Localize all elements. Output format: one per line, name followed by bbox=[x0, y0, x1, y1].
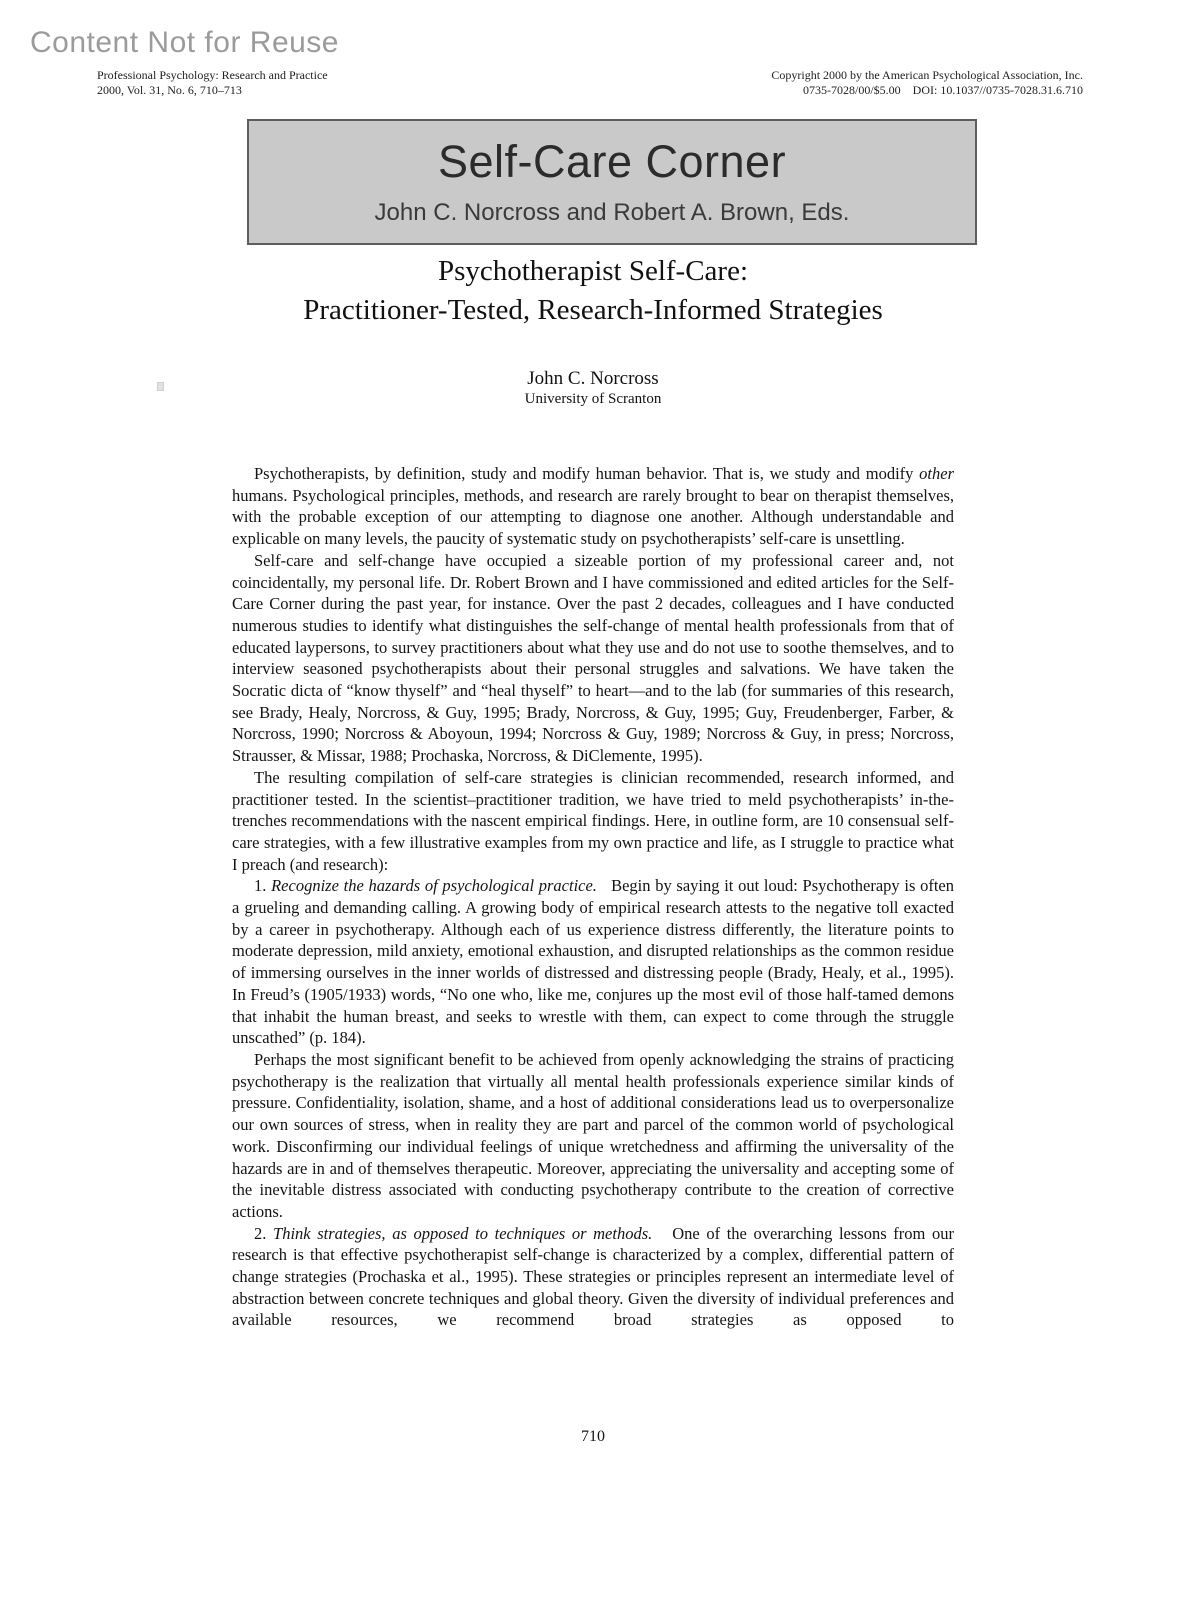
journal-citation-line1: Professional Psychology: Research and Practice bbox=[97, 68, 328, 82]
author-affiliation: University of Scranton bbox=[524, 391, 662, 407]
article-title-line2: Practitioner-Tested, Research-Informed Strategies bbox=[303, 294, 883, 326]
article-title bbox=[232, 252, 954, 330]
text-run: Self-care and self-change have occupied a sizeable portion of my professional career and, not coincidentally, my personal life. Dr. Robert Brown and I have commissioned and edited articles for the Self-Care Corner during the past year, for instance. Over the past 2 decades, colleagues and I have conducted numerous studies to identify what distinguishes the self-change of mental health professionals from that of educated laypersons, to survey practitioners about what they use and do not use to soothe themselves, and to interview seasoned psychotherapists about their personal struggles and salvations. We have taken the Socratic dicta of “know thyself” and “heal thyself” to heart—and to the lab (for summaries of this research, see Brady, Healy, Norcross, & Guy, 1995; Brady, Norcross, & Guy, 1995; Guy, Freudenberger, Farber, & Norcross, 1990; Norcross & Aboyoun, 1994; Norcross & Guy, 1989; Norcross & Guy, in press; Norcross, Strausser, & Missar, 1988; Prochaska, Norcross, & DiClemente, 1995). bbox=[232, 550, 954, 766]
text-run: humans. Psychological principles, methods, and research are rarely brought to bear on therapist themselves, with the probable exception of our attempting to diagnose one another. Although understandable and explicable on many levels, the paucity of systematic study on psychotherapists’ self-care is unsettling. bbox=[232, 485, 954, 549]
article-title-line1: Psychotherapist Self-Care: bbox=[437, 255, 749, 287]
content-not-for-reuse-watermark: Content Not for Reuse bbox=[30, 26, 339, 59]
section-banner-title: Self-Care Corner bbox=[437, 136, 787, 187]
byline bbox=[232, 368, 954, 408]
page-number: 710 bbox=[581, 1428, 605, 1445]
italic-text-run: Think strategies, as opposed to techniques or methods. bbox=[273, 1223, 653, 1243]
scan-artifact bbox=[157, 382, 164, 391]
section-banner bbox=[247, 119, 977, 245]
author-name: John C. Norcross bbox=[527, 368, 659, 389]
italic-text-run: other bbox=[919, 464, 954, 483]
copyright-notice bbox=[771, 68, 1083, 97]
text-run: Perhaps the most significant benefit to be achieved from openly acknowledging the strains of practicing psychotherapy is the realization that virtually all mental health professionals experience similar kinds of pressure. Confidentiality, isolation, shame, and a host of additional considerations lead us to overpersonalize our own sources of stress, when in reality they are part and parcel of the common world of psychological work. Disconfirming our individual feelings of unique wretchedness and affirming the universality of the hazards are in and of themselves therapeutic. Moreover, appreciating the universality and accepting some of the inevitable distress associated with conducting psychotherapy contribute to the creation of corrective actions. bbox=[232, 1049, 954, 1221]
text-run: 2. bbox=[254, 1223, 274, 1243]
paragraph-universality bbox=[232, 1049, 954, 1223]
copyright-line1: Copyright 2000 by the American Psychological Association, Inc. bbox=[771, 68, 1083, 82]
article-body bbox=[232, 463, 954, 1331]
journal-citation-line2: 2000, Vol. 31, No. 6, 710–713 bbox=[97, 82, 242, 97]
italic-text-run: Recognize the hazards of psychological practice. bbox=[271, 876, 597, 896]
text-run: The resulting compilation of self-care strategies is clinician recommended, research informed, and practitioner tested. In the scientist–practitioner tradition, we have tried to meld psychotherapists’ in-the-trenches recommendations with the nascent empirical findings. Here, in outline form, are 10 consensual self-care strategies, with a few illustrative examples from my own practice and life, as I struggle to practice what I preach (and research): bbox=[232, 767, 954, 874]
text-run: 1. bbox=[254, 876, 272, 896]
journal-citation bbox=[97, 68, 328, 97]
paragraph-career bbox=[232, 550, 954, 767]
section-banner-editors: John C. Norcross and Robert A. Brown, Eds. bbox=[374, 199, 850, 226]
copyright-line2: 0735-7028/00/$5.00 DOI: 10.1037//0735-7028.31.6.710 bbox=[803, 82, 1083, 97]
paragraph-strategy-1 bbox=[232, 875, 954, 1049]
paragraph-intro bbox=[232, 463, 954, 550]
text-run: Begin by saying it out loud: Psychotherapy is often a grueling and demanding calling. A growing body of empirical research attests to the negative toll exacted by a career in psychotherapy. Although each of us experience distress differently, the literature points to moderate depression, mild anxiety, emotional exhaustion, and disrupted relationships as the common residue of immersing ourselves in the inner worlds of distressed and distressing people (Brady, Healy, et al., 1995). In Freud’s (1905/1933) words, “No one who, like me, conjures up the most evil of those half-tamed demons that inhabit the human breast, and seeks to wrestle with them, can expect to come through the struggle unscathed” (p. 184). bbox=[232, 876, 955, 1048]
paragraph-strategy-2 bbox=[232, 1223, 954, 1332]
text-run: One of the overarching lessons from our research is that effective psychotherapist self-change is characterized by a complex, differential pattern of change strategies (Prochaska et al., 1995). These strategies or principles represent an intermediate level of abstraction between concrete techniques and global theory. Given the diversity of individual preferences and available resources, we recommend broad strategies as opposed to bbox=[232, 1223, 954, 1330]
paragraph-compilation bbox=[232, 767, 954, 876]
text-run: Psychotherapists, by definition, study and modify human behavior. That is, we study and modify bbox=[254, 464, 920, 483]
